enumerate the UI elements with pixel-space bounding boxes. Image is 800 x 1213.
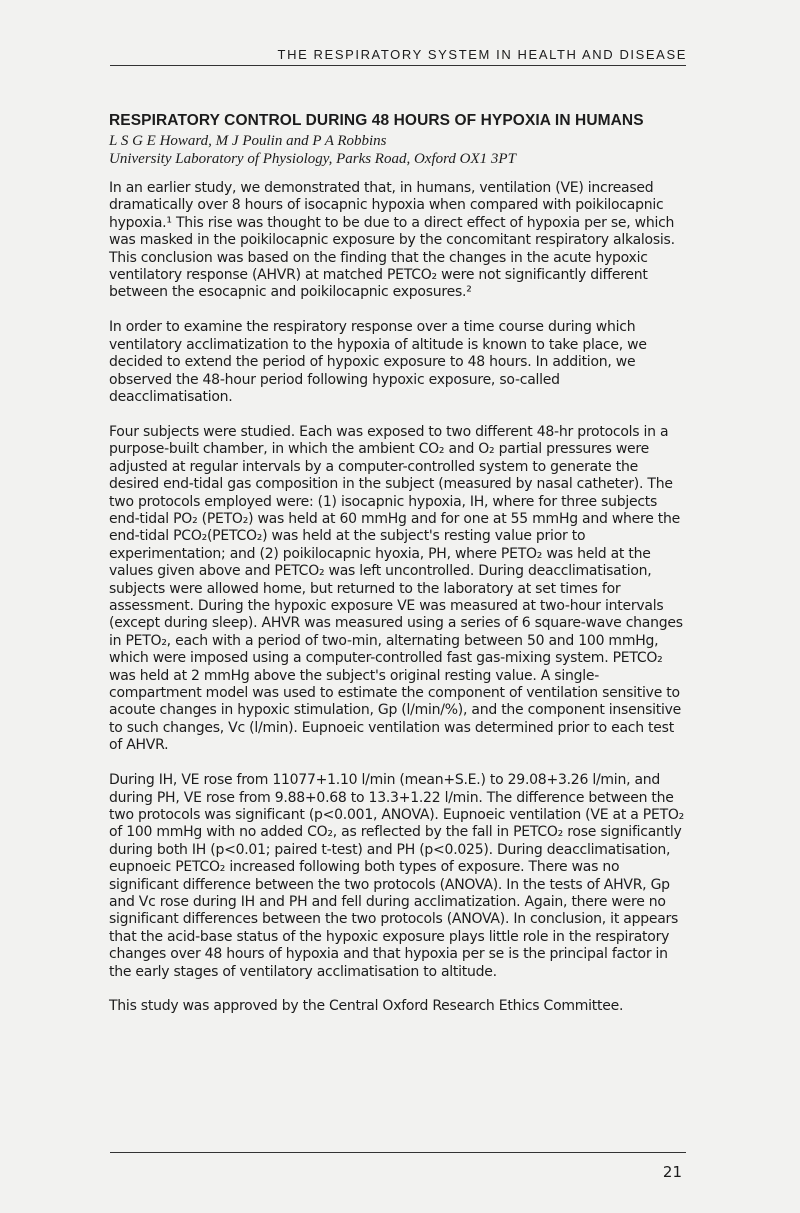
running-head: THE RESPIRATORY SYSTEM IN HEALTH AND DISEASE [277,47,687,62]
article-title: RESPIRATORY CONTROL DURING 48 HOURS OF HYPOXIA IN HUMANS [109,112,644,129]
affiliation: University Laboratory of Physiology, Parks Road, Oxford OX1 3PT [109,151,516,167]
paragraph-aim: In order to examine the respiratory response over a time course during which ventilatory acclimatization to the hypoxia of altitude is known to take place, we decided to extend the period of hypoxic exposure to 48 hours. In addition, we observed the 48-hour period following hypoxic exposure, so-called deacclimatisation. [109,319,647,405]
page-number: 21 [662,1163,682,1181]
author-list: L S G E Howard, M J Poulin and P A Robbins [109,133,387,149]
paragraph-ethics: This study was approved by the Central Oxford Research Ethics Committee. [109,998,624,1015]
bottom-rule [110,1152,686,1153]
article-body [109,180,687,1033]
top-rule [110,65,686,66]
paragraph-methods: Four subjects were studied. Each was exposed to two different 48-hr protocols in a purpose-built chamber, in which the ambient CO₂ and O₂ partial pressures were adjusted at regular intervals by a computer-controlled system to generate the desired end-tidal gas composition in the subject (measured by nasal catheter). The two protocols employed were: (1) isocapnic hypoxia, IH, where for three subjects end-tidal PO₂ (PETO₂) was held at 60 mmHg and for one at 55 mmHg and where the end-tidal PCO₂(PETCO₂) was held at the subject's resting value prior to experimentation; and (2) poikilocapnic hyoxia, PH, where PETO₂ was held at the values given above and PETCO₂ was left uncontrolled. During deacclimatisation, subjects were allowed home, but returned to the laboratory at set times for assessment. During the hypoxic exposure VE was measured at two-hour intervals (except during sleep). AHVR was measured using a series of 6 square-wave changes in PETO₂, each with a period of two-min, alternating between 50 and 100 mmHg, which were imposed using a computer-controlled fast gas-mixing system. PETCO₂ was held at 2 mmHg above the subject's original resting value. A single-compartment model was used to estimate the component of ventilation sensitive to acoute changes in hypoxic stimulation, Gp (l/min/%), and the component insensitive to such changes, Vc (l/min). Eupnoeic ventilation was determined prior to each test of AHVR. [109,423,683,754]
paragraph-intro: In an earlier study, we demonstrated that, in humans, ventilation (VE) increased dramatically over 8 hours of isocapnic hypoxia when compared with poikilocapnic hypoxia.¹ This rise was thought to be due to a direct effect of hypoxia per se, which was masked in the poikilocapnic exposure by the concomitant respiratory alkalosis. This conclusion was based on the finding that the changes in the acute hypoxic ventilatory response (AHVR) at matched PETCO₂ were not significantly different between the esocapnic and poikilocapnic exposures.² [109,180,675,301]
paragraph-results: During IH, VE rose from 11077+1.10 l/min (mean+S.E.) to 29.08+3.26 l/min, and during PH, VE rose from 9.88+0.68 to 13.3+1.22 l/min. The difference between the two protocols was significant (p<0.001, ANOVA). Eupnoeic ventilation (VE at a PETO₂ of 100 mmHg with no added CO₂, as reflected by the fall in PETCO₂ rose significantly during both IH (p<0.01; paired t-test) and PH (p<0.025). During deacclimatisation, eupnoeic PETCO₂ increased following both types of exposure. There was no significant difference between the two protocols (ANOVA). In the tests of AHVR, Gp and Vc rose during IH and PH and fell during acclimatization. Again, there were no significant differences between the two protocols (ANOVA). In conclusion, it appears that the acid-base status of the hypoxic exposure plays little role in the respiratory changes over 48 hours of hypoxia and that hypoxia per se is the principal factor in the early stages of ventilatory acclimatisation to altitude. [109,772,685,980]
